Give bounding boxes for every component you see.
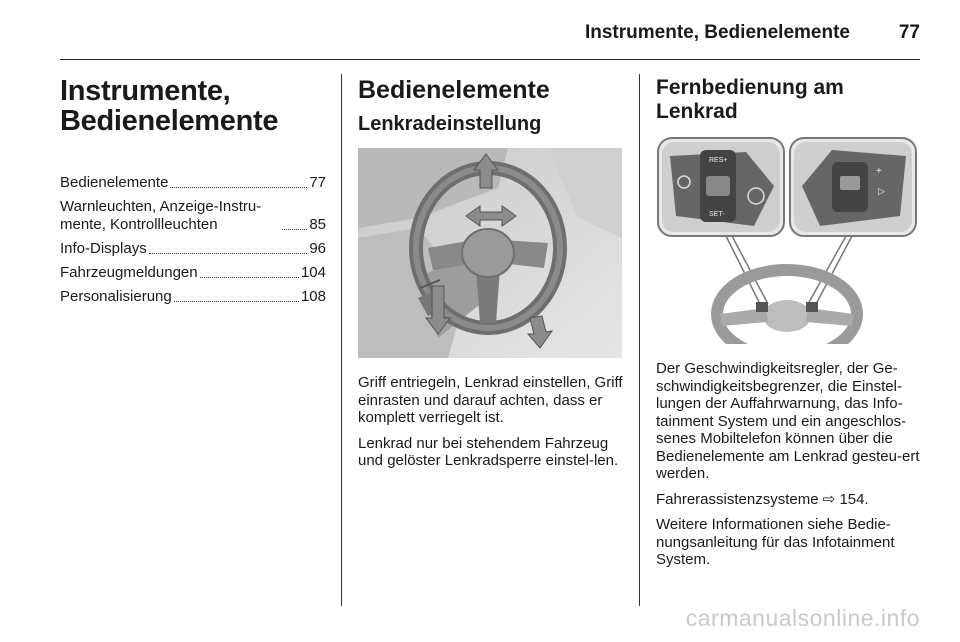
watermark: carmanualsonline.info bbox=[685, 605, 920, 631]
subsection-title-line1: Fernbedienung am bbox=[656, 76, 844, 99]
table-of-contents bbox=[60, 174, 326, 306]
paragraph-infotainment-ref: Weitere Informationen siehe Bedie-nungsanleitung für das Infotainment System. bbox=[656, 516, 895, 568]
header-rule bbox=[60, 59, 920, 60]
toc-entry-warnleuchten[interactable] bbox=[60, 198, 326, 234]
svg-text:▷: ▷ bbox=[878, 186, 885, 196]
running-title: Instrumente, Bedienelemente bbox=[584, 22, 850, 43]
toc-entry-page: 85 bbox=[309, 216, 326, 233]
column-divider-left bbox=[341, 74, 342, 606]
section-title: Bedienelemente bbox=[358, 76, 550, 104]
toc-leader-dots bbox=[170, 187, 307, 188]
set-label: SET- bbox=[709, 211, 725, 218]
paragraph-remote-controls: Der Geschwindigkeitsregler, der Ge-schwindigkeitsbegrenzer, die Einstel-lungen der Auffahrwarnung, das Info-tainment System und ein angeschlos-senes Mobiltelefon können über die Bedienelemente am Lenkrad gesteu-ert werden. bbox=[656, 360, 920, 482]
toc-entry-text: Fahrzeugmeldungen bbox=[60, 264, 198, 281]
svg-text:+: + bbox=[876, 166, 882, 177]
toc-leader-dots bbox=[174, 301, 299, 302]
toc-entry-fahrzeugmeldungen[interactable] bbox=[60, 264, 326, 282]
page-number: 77 bbox=[898, 22, 920, 43]
toc-entry-page: 77 bbox=[309, 174, 326, 191]
steering-wheel-adjustment-figure bbox=[358, 148, 622, 358]
toc-entry-bedienelemente[interactable] bbox=[60, 174, 326, 192]
left-column bbox=[60, 76, 326, 312]
toc-entry-page: 96 bbox=[309, 240, 326, 257]
column-divider-right bbox=[639, 74, 640, 606]
toc-entry-text: Warnleuchten, Anzeige-Instru-mente, Kontrollleuchten bbox=[60, 198, 262, 233]
toc-entry-text: Bedienelemente bbox=[60, 174, 169, 191]
toc-entry-personalisierung[interactable] bbox=[60, 288, 326, 306]
paragraph-adjust-instructions: Griff entriegeln, Lenkrad einstellen, Griff einrasten und darauf achten, dass er komplett verriegelt ist. bbox=[358, 374, 623, 426]
toc-entry-info-displays[interactable] bbox=[60, 240, 326, 258]
chapter-title bbox=[60, 76, 326, 136]
toc-entry-page: 104 bbox=[300, 264, 326, 281]
toc-leader-dots bbox=[282, 229, 307, 230]
toc-entry-text: Info-Displays bbox=[60, 240, 147, 257]
steering-wheel-adjustment-illustration bbox=[358, 148, 622, 358]
paragraph-driver-assistance-ref[interactable]: Fahrerassistenzsysteme ⇨ 154. bbox=[656, 490, 869, 508]
toc-leader-dots bbox=[200, 277, 299, 278]
steering-wheel-controls-figure bbox=[656, 136, 918, 344]
res-label: RES+ bbox=[709, 157, 728, 164]
toc-entry-page: 108 bbox=[300, 288, 326, 305]
chapter-title-line2: Bedienelemente bbox=[60, 105, 279, 137]
running-header bbox=[60, 22, 920, 52]
subsection-title-steering-adjust: Lenkradeinstellung bbox=[358, 113, 542, 135]
subsection-title-line2: Lenkrad bbox=[656, 100, 738, 123]
steering-wheel-controls-illustration bbox=[656, 136, 918, 344]
right-column bbox=[656, 76, 924, 569]
toc-entry-text: Personalisierung bbox=[60, 288, 172, 305]
toc-leader-dots bbox=[149, 253, 308, 254]
subsection-title-remote-control bbox=[656, 76, 924, 124]
paragraph-adjust-warning: Lenkrad nur bei stehendem Fahrzeug und gelöster Lenkradsperre einstel-len. bbox=[358, 434, 619, 469]
middle-column bbox=[358, 76, 624, 470]
chapter-title-line1: Instrumente, bbox=[60, 75, 231, 107]
